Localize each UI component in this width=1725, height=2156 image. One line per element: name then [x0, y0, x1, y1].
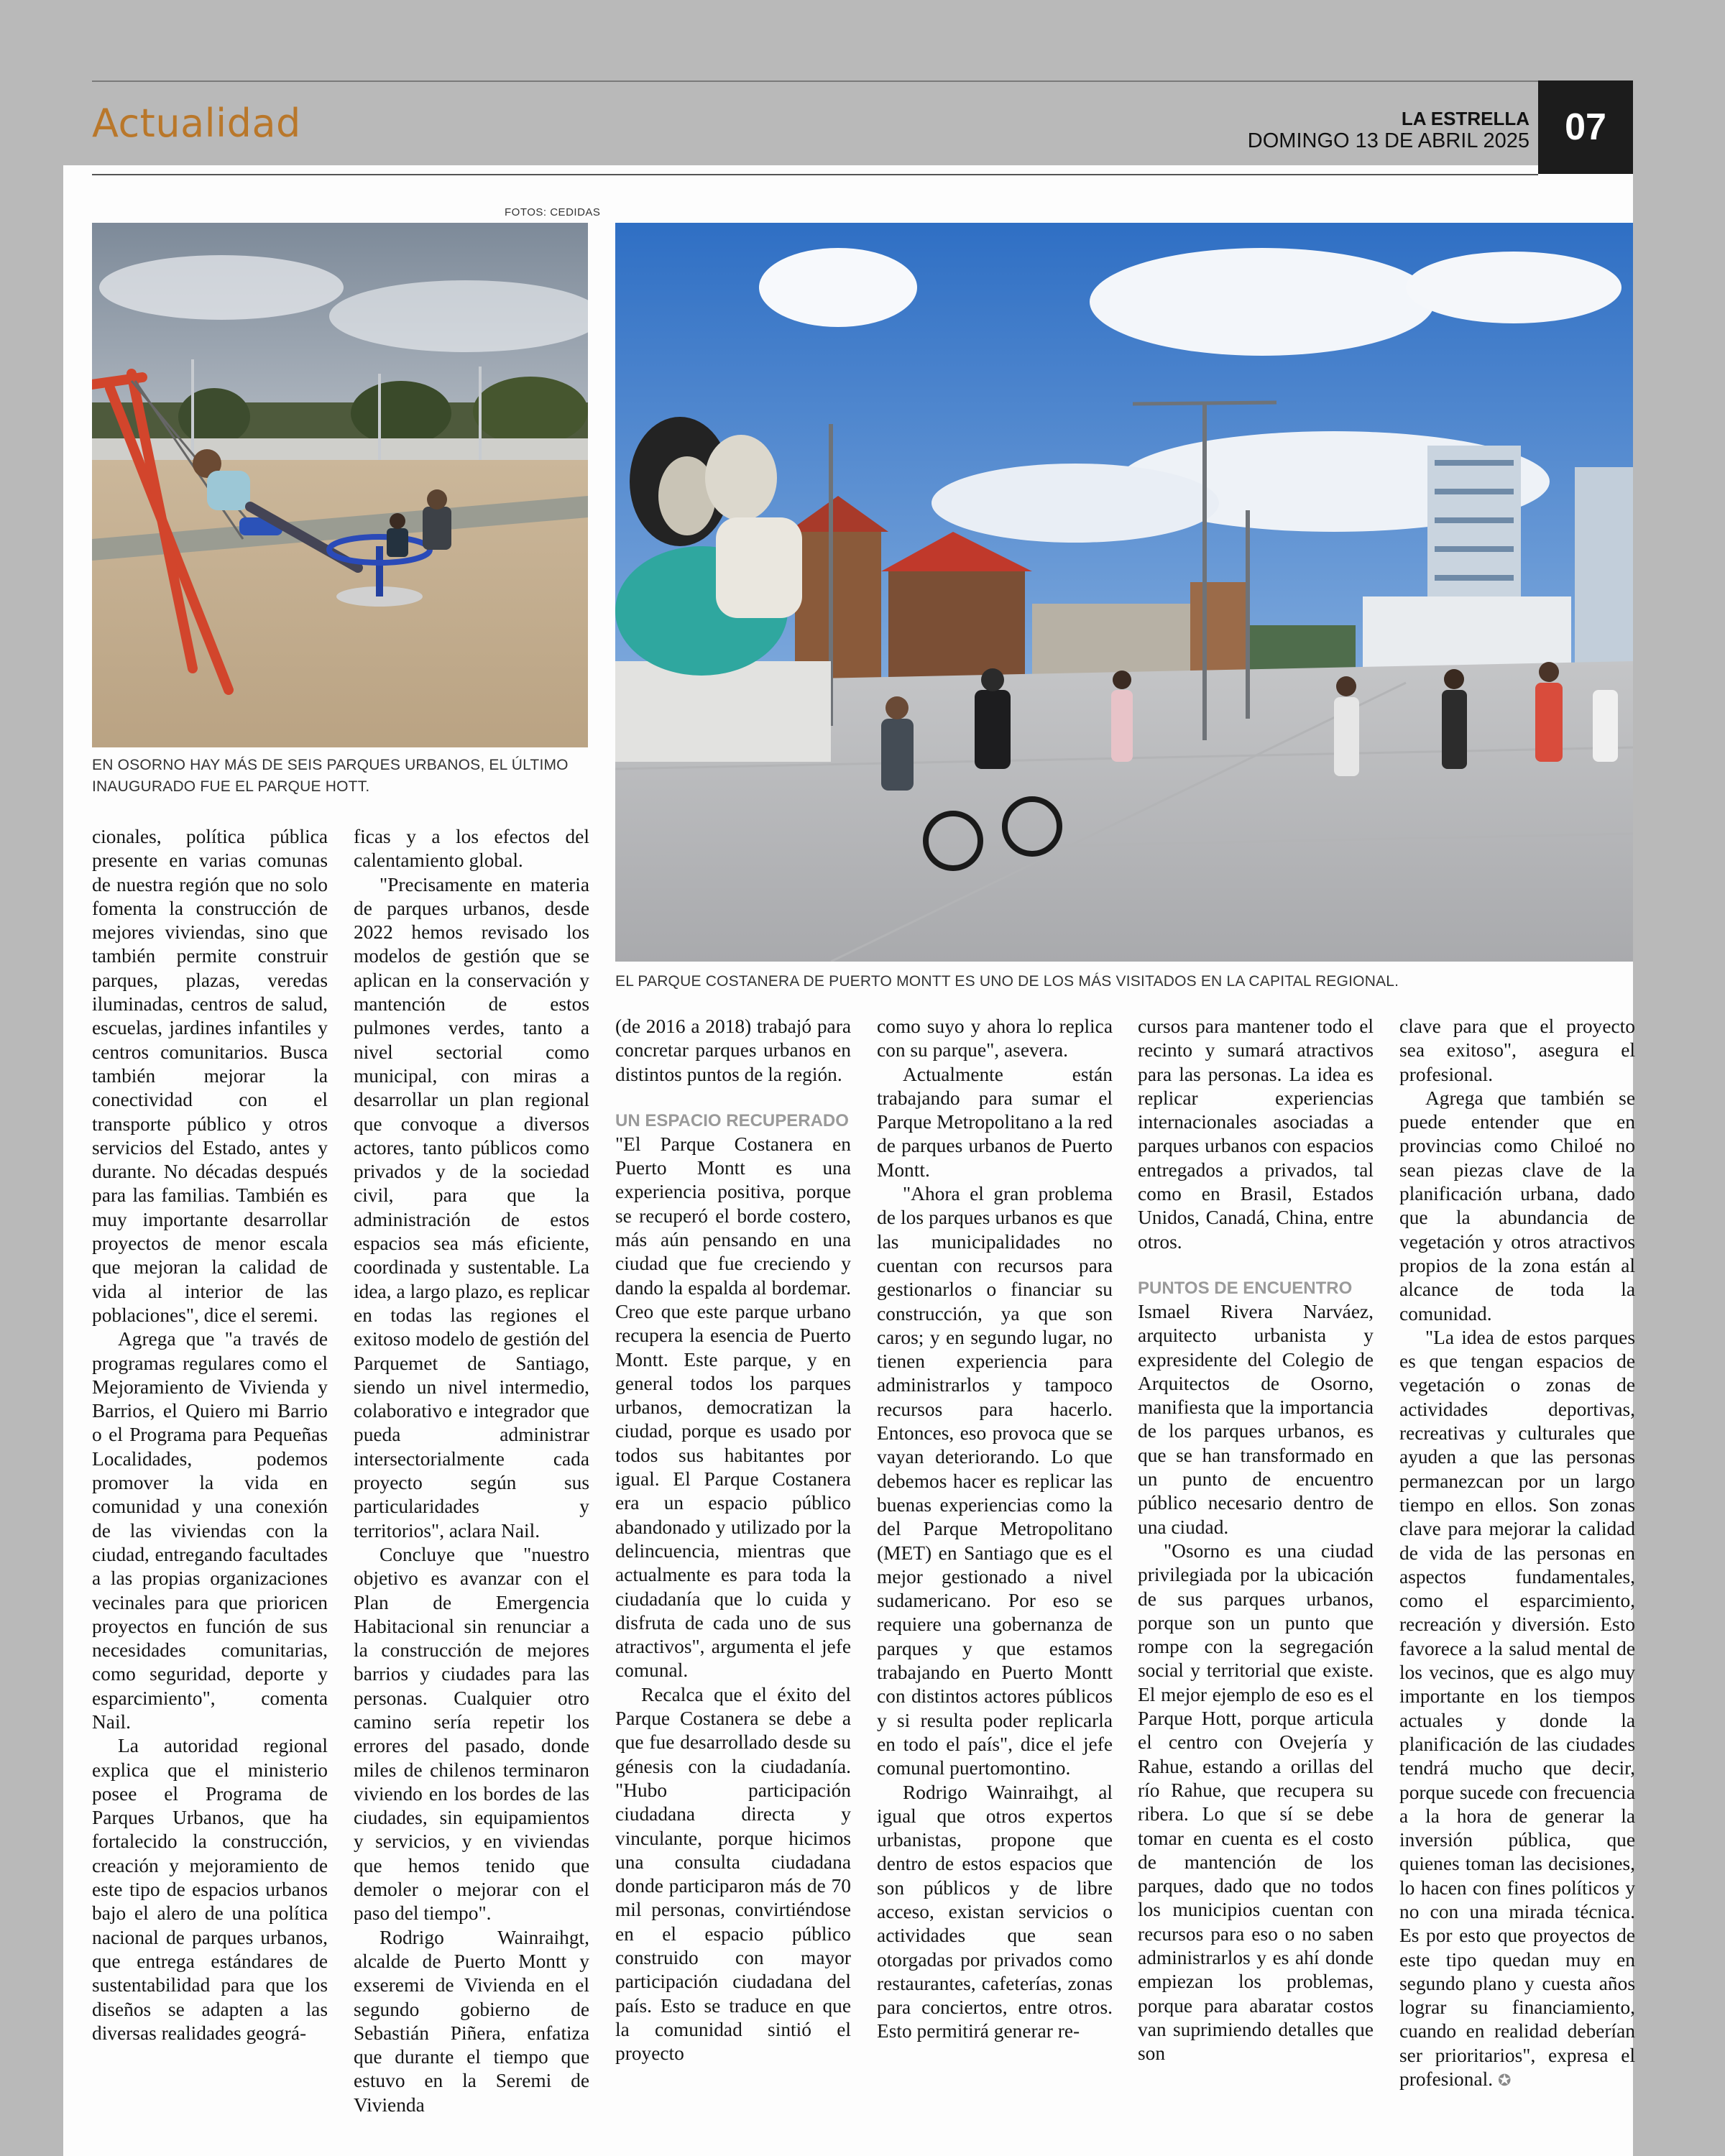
- left-photo-caption: EN OSORNO HAY MÁS DE SEIS PARQUES URBANOS, EL ÚLTIMO INAUGURADO FUE EL PARQUE HOTT.: [92, 757, 569, 795]
- subheading: UN ESPACIO RECUPERADO: [615, 1110, 849, 1130]
- paragraph: "Osorno es una ciudad privilegiada por la ubicación de sus parques urbanos, porque son un punto que rompe con la segregación social y territorial que existe. El mejor ejemplo de eso es el Parque Hott, porque articula el centro con Ovejería y Rahue, estando a orillas del río Rahue, que recupera su ribera. Lo que sí se debe tomar en cuenta es el costo de mantención de los parques, dado que no todos los municipios cuentan con recursos para eso o no saben administrarlos y es ahí donde empiezan los problemas, porque para abaratar costos van suprimiendo detalles que son: [1138, 1539, 1374, 2065]
- article-column-6: [1399, 1015, 1635, 2093]
- paragraph: cionales, política pública presente en varias comunas de nuestra región que no solo fomenta la construcción de mejores viviendas, sino que también permite construir parques, plazas, veredas iluminadas, centros de salud, escuelas, jardines infantiles y centros comunitarios. Busca también mejorar la conectividad con el transporte público y otros servicios del Estado, antes y durante. No décadas después para las familias. También es muy importante desarrollar proyectos de menor escala que mejoran la calidad de vida al interior de las poblaciones", dice el seremi.: [92, 826, 328, 1326]
- paragraph: (de 2016 a 2018) trabajó para concretar parques urbanos en distintos puntos de la región.: [615, 1015, 851, 1085]
- top-rule: [92, 80, 1540, 82]
- right-photo-caption: EL PARQUE COSTANERA DE PUERTO MONTT ES UNO DE LOS MÁS VISITADOS EN LA CAPITAL REGIONAL.: [615, 973, 1399, 990]
- paragraph: Rodrigo Wainraihgt, al igual que otros expertos urbanistas, propone que dentro de estos espacios que son públicos y de libre acceso, existan servicios o actividades que sean otorgadas por privados como restaurantes, cafeterías, zonas para conciertos, entre otros. Esto permitirá generar re-: [877, 1781, 1113, 2042]
- newspaper-name: LA ESTRELLA: [1401, 108, 1530, 129]
- issue-date: DOMINGO 13 DE ABRIL 2025: [1247, 129, 1530, 152]
- paragraph: Agrega que también se puede entender que en provincias como Chiloé no sean piezas clave de la planificación urbana, dado que la abundancia de vegetación y otros atractivos propios de la zona están al alcance de toda la comunidad.: [1399, 1087, 1635, 1325]
- paragraph: [1399, 1326, 1635, 2093]
- paragraph: Actualmente están trabajando para sumar el Parque Metropolitano a la red de parques urbanos de Puerto Montt.: [877, 1063, 1113, 1181]
- masthead: [1248, 108, 1530, 152]
- paragraph-text: "La idea de estos parques es que tengan espacios de vegetación o zonas de actividades deportivas, recreativas y culturales que ayuden a que las personas permanezcan por un largo tiempo en ellos. Son zonas clave para mejorar la calidad de vida de las personas en aspectos fundamentales, como el esparcimiento, recreación y diversión. Esto favorece a la salud mental de los vecinos, que es algo muy importante en los tiempos actuales y donde la planificación de las ciudades tendrá mucho que decir, porque sucede con frecuencia a la hora de generar la inversión pública, que quienes toman las decisiones, lo hacen con fines políticos y no con una mirada técnica. Es por esto que proyectos de este tipo quedan muy en segundo plano y cuesta años lograr su financiamiento, cuando en realidad deberían ser prioritarios", expresa el profesional.: [1399, 1326, 1635, 2091]
- paragraph: como suyo y ahora lo replica con su parque", asevera.: [877, 1015, 1113, 1061]
- article-column-1: [92, 825, 328, 2045]
- subheading: PUNTOS DE ENCUENTRO: [1138, 1278, 1353, 1298]
- page-number: 07: [1538, 80, 1633, 174]
- paragraph: "Precisamente en materia de parques urbanos, desde 2022 hemos revisado los modelos de gestión que se aplican en la conservación y mantención de estos pulmones verdes, tanto a nivel sectorial como municipal, con miras a desarrollar un plan regional que convoque a diversos actores, tanto públicos como privados y de la sociedad civil, para que la administración de estos espacios sea más eficiente, coordinada y sustentable. La idea, a largo plazo, es replicar en todas las regiones el exitoso modelo de gestión del Parquemet de Santiago, siendo un nivel intermedio, colaborativo e integrador que pueda administrar intersectorialmente cada proyecto según sus particularidades y territorios", aclara Nail.: [354, 873, 589, 1542]
- paragraph: cursos para mantener todo el recinto y sumará atractivos para las personas. La idea es replicar experiencias internacionales asociadas a parques urbanos con espacios entregados a privados, tal como en Brasil, Estados Unidos, Canadá, China, entre otros.: [1138, 1015, 1374, 1253]
- paragraph: clave para que el proyecto sea exitoso", asegura el profesional.: [1399, 1015, 1635, 1085]
- section-title: Actualidad: [92, 101, 301, 146]
- paragraph: Agrega que "a través de programas regulares como el Mejoramiento de Vivienda y Barrios, el Quiero mi Barrio o el Programa para Pequeñas Localidades, podemos promover la vida en comunidad y una conexión de las viviendas con la ciudad, entregando facultades a las propias organizaciones vecinales para que prioricen proyectos en función de sus necesidades comunitarias, como seguridad, deporte y esparcimiento", comenta Nail.: [92, 1328, 328, 1733]
- paragraph: ficas y a los efectos del calentamiento global.: [354, 826, 589, 872]
- paragraph: "Ahora el gran problema de los parques urbanos es que las municipalidades no cuentan con recursos para gestionarlos o financiar su construcción, ya que son caros; y en segundo lugar, no tienen experiencia para administrarlos y tampoco recursos para hacerlo. Entonces, eso provoca que se vayan deteriorando. Lo que debemos hacer es replicar las buenas experiencias como la del Parque Metropolitano (MET) en Santiago que es el mejor gestionado a nivel sudamericano. Por eso se requiere una gobernanza de parques y que estamos trabajando en Puerto Montt con distintos actores públicos y si resulta poder replicarla en todo el país", dice el jefe comunal puertomontino.: [877, 1183, 1113, 1779]
- header-rule: [92, 174, 1538, 175]
- article-column-3: [615, 1015, 851, 2065]
- paragraph: Rodrigo Wainraihgt, alcalde de Puerto Montt y exseremi de Vivienda en el segundo gobierno de Sebastián Piñera, enfatiza que durante el tiempo que estuvo en la Seremi de Vivienda: [354, 1926, 589, 2116]
- article-column-4: [877, 1015, 1113, 2044]
- paragraph: "El Parque Costanera en Puerto Montt es una experiencia positiva, porque se recuperó el borde costero, más aún pensando en una ciudad que fue creciendo y dando la espalda al bordemar. Creo que este parque urbano recupera la esencia de Puerto Montt. Este parque, y en general todos los parques urbanos, democratizan la ciudad, porque es usado por todos sus habitantes por igual. El Parque Costanera era un espacio público abandonado y utilizado por la delincuencia, mientras que actualmente es para toda la ciudadanía que lo cuida y disfruta de cada uno de sus atractivos", argumenta el jefe comunal.: [615, 1133, 851, 1682]
- paragraph: La autoridad regional explica que el ministerio posee el Programa de Parques Urbanos, que ha fortalecido la construcción, creación y mejoramiento de este tipo de espacios urbanos bajo el alero de una política nacional de parques urbanos, que entrega estándares de sustentabilidad para que los diseños se adapten a las diversas realidades geográ-: [92, 1735, 328, 2044]
- article-column-2: [354, 825, 589, 2117]
- article-column-5: [1138, 1015, 1374, 2065]
- paragraph: Ismael Rivera Narváez, arquitecto urbanista y expresidente del Colegio de Arquitectos de Osorno, manifiesta que la importancia de los parques urbanos, es que se han transformado en un punto de encuentro público necesario dentro de una ciudad.: [1138, 1300, 1374, 1538]
- photo-credit: FOTOS: CEDIDAS: [505, 206, 601, 218]
- paragraph: Concluye que "nuestro objetivo es avanzar con el Plan de Emergencia Habitacional sin renunciar a la construcción de mejores barrios y ciudades para las personas. Cualquier otro camino sería repetir los errores del pasado, donde miles de chilenos terminaron viviendo en los bordes de las ciudades, sin equipamientos y servicios, y en viviendas que hemos tenido que demoler o mejorar con el paso del tiempo".: [354, 1543, 589, 1925]
- playground-photo: [92, 223, 588, 747]
- paragraph: Recalca que el éxito del Parque Costanera se debe a que fue desarrollado desde su génesis con la ciudadanía. "Hubo participación ciudadana directa y vinculante, porque hicimos una consulta ciudadana donde participaron más de 70 mil personas, convirtiéndose en el espacio público construido con mayor participación ciudadana del país. Esto se traduce en que la comunidad sintió el proyecto: [615, 1683, 851, 2065]
- costanera-photo: [615, 223, 1633, 962]
- end-of-article-icon: ✪: [1497, 2072, 1512, 2091]
